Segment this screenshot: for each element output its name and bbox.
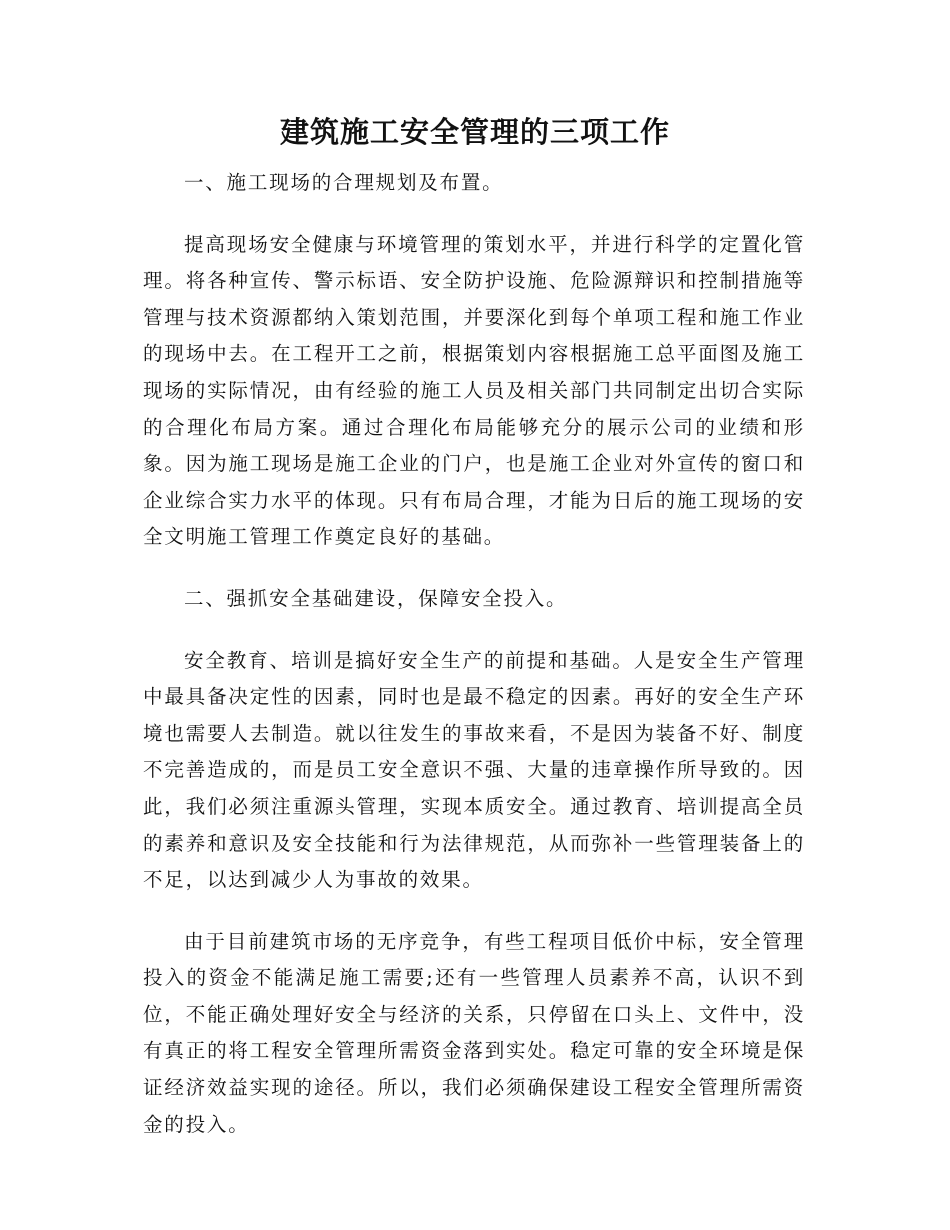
paragraph-spacer xyxy=(143,202,805,227)
section-heading-1: 一、施工现场的合理规划及布置。 xyxy=(183,171,504,194)
section-1-paragraph-1: 提高现场安全健康与环境管理的策划水平，并进行科学的定置化管理。将各种宣传、警示标语、安全防护设施、危险源辩识和控制措施等管理与技术资源都纳入策划范围，并要深化到每个单项工程和施工作业的现场中去。在工程开工之前，根据策划内容根据施工总平面图及施工现场的实际情况，由有经验的施工人员及相关部门共同制定出切合实际的合理化布局方案。通过合理化布局能够充分的展示公司的业绩和形象。因为施工现场是施工企业的门户，也是施工企业对外宣传的窗口和企业综合实力水平的体现。只有布局合理，才能为日后的施工现场的安全文明施工管理工作奠定良好的基础。 xyxy=(143,232,805,549)
paragraph-spacer xyxy=(143,618,805,643)
document-body xyxy=(143,165,805,1143)
paragraph-spacer xyxy=(143,556,805,581)
section-2-paragraph-2: 由于目前建筑市场的无序竞争，有些工程项目低价中标，安全管理投入的资金不能满足施工需要;还有一些管理人员素养不高，认识不到位，不能正确处理好安全与经济的关系，只停留在口头上、文件中，没有真正的将工程安全管理所需资金落到实处。稳定可靠的安全环境是保证经济效益实现的途径。所以，我们必须确保建设工程安全管理所需资金的投入。 xyxy=(143,929,805,1136)
section-2-paragraph-1: 安全教育、培训是搞好安全生产的前提和基础。人是安全生产管理中最具备决定性的因素，同时也是最不稳定的因素。再好的安全生产环境也需要人去制造。就以往发生的事故来看，不是因为装备不好、制度不完善造成的，而是员工安全意识不强、大量的违章操作所导致的。因此，我们必须注重源头管理，实现本质安全。通过教育、培训提高全员的素养和意识及安全技能和行为法律规范，从而弥补一些管理装备上的不足，以达到减少人为事故的效果。 xyxy=(143,648,805,892)
paragraph-spacer xyxy=(143,899,805,924)
section-heading-2: 二、强抓安全基础建设，保障安全投入。 xyxy=(183,586,568,610)
document-title: 建筑施工安全管理的三项工作 xyxy=(279,115,670,149)
